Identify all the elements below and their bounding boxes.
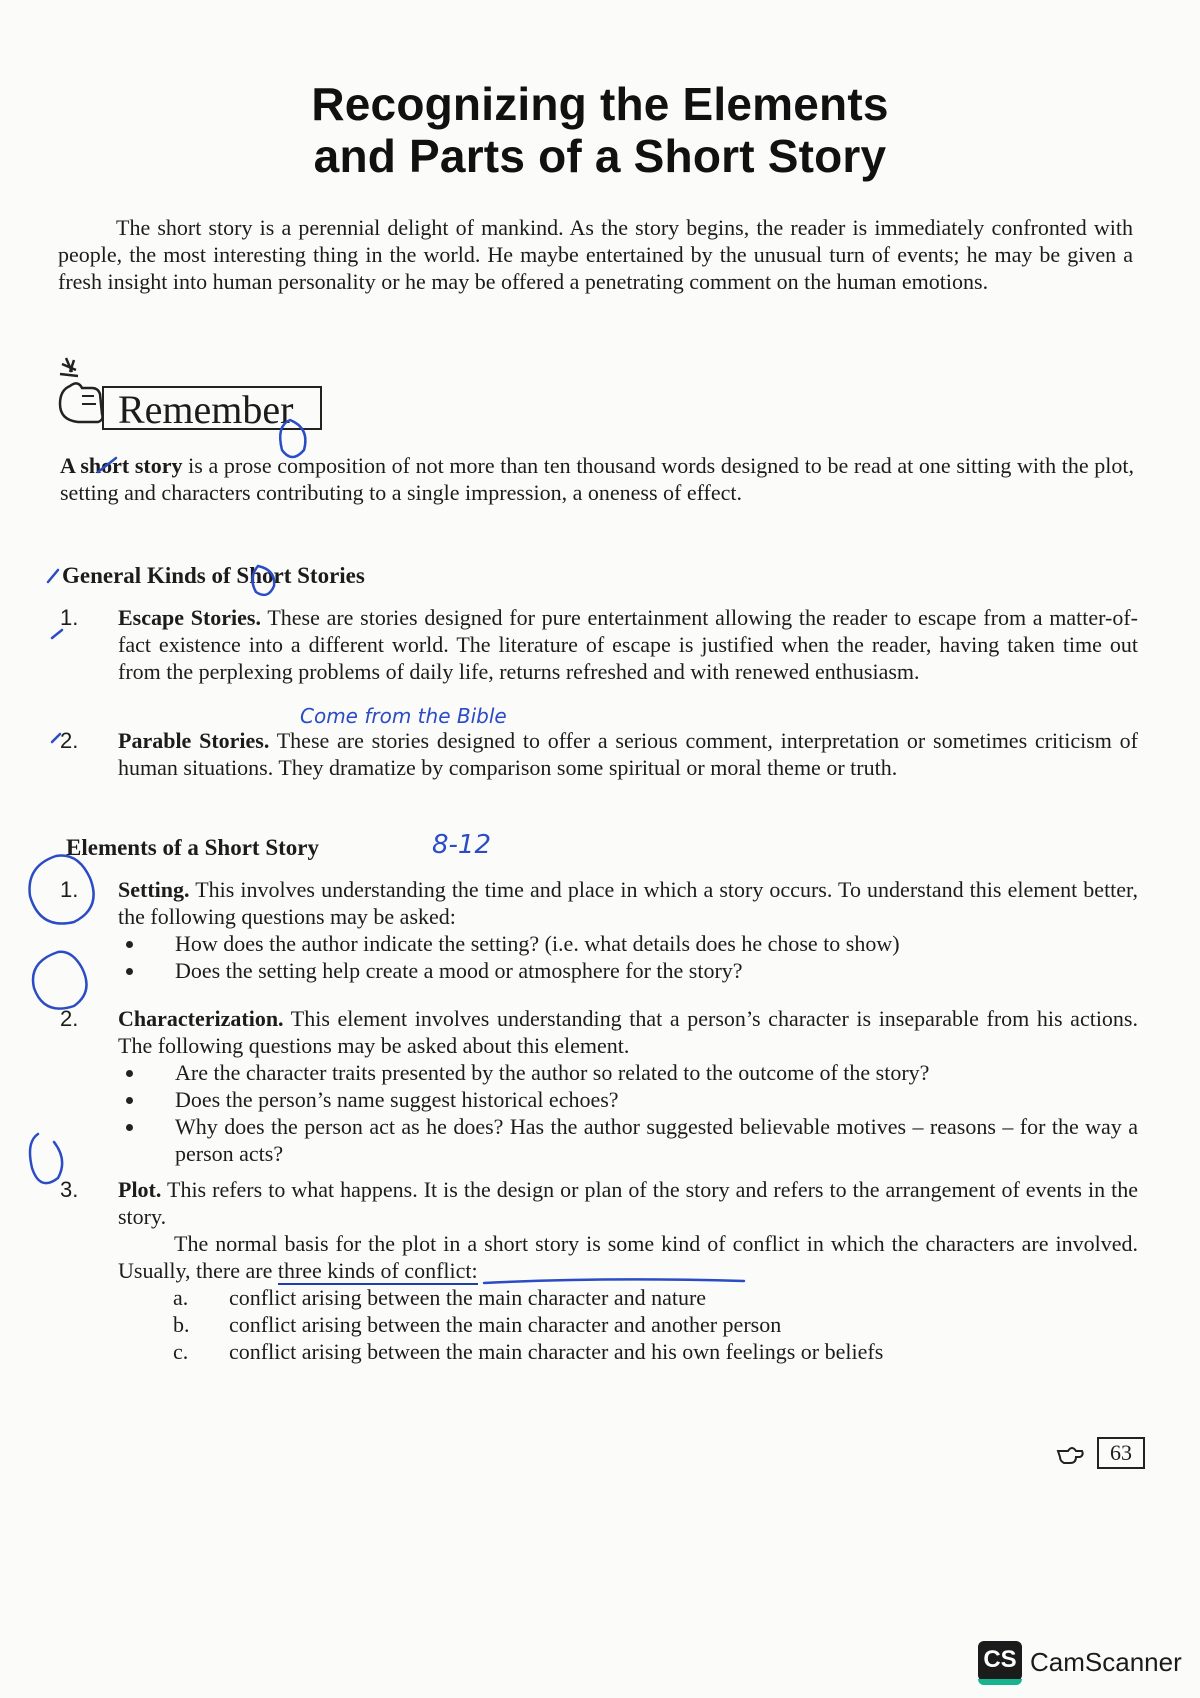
ink-circle-characterization (33, 952, 87, 1009)
kind-escape-title: Escape Stories. (118, 605, 261, 630)
definition-term: A short story (60, 453, 183, 478)
camscanner-name: CamScanner (1030, 1647, 1182, 1677)
conflict-text: conflict arising between the main character and another person (229, 1312, 782, 1337)
plot-conflict-underlined: three kinds of conflict: (277, 1258, 478, 1283)
element-plot-body: This refers to what happens. It is the design or plan of the story and refers to the arrangement of events in the story. (118, 1177, 1138, 1229)
list-item: Does the person’s name suggest historical echoes? (118, 1086, 1138, 1113)
setting-questions (118, 930, 1138, 984)
list-item (118, 1338, 1138, 1365)
conflict-text: conflict arising between the main character and his own feelings or beliefs (229, 1339, 884, 1364)
plot-conflict-paragraph (118, 1230, 1138, 1284)
kind-number: 1. (60, 605, 79, 630)
kind-escape-text (118, 604, 1138, 685)
title-line-1: Recognizing the Elements (311, 78, 889, 130)
kind-number: 2. (60, 728, 79, 753)
kind-escape-body: These are stories designed for pure entertainment allowing the reader to escape from a matter-of-fact existence into a different world. The literature of escape is justified when the reader, having taken time out from the perplexing problems of daily life, returns refreshed and with renewed enthusiasm. (118, 605, 1139, 684)
element-characterization-text (118, 1005, 1138, 1167)
list-item: Does the setting help create a mood or atmosphere for the story? (118, 957, 1138, 984)
element-number: 3. (60, 1177, 79, 1202)
ink-elements-note: 8-12 (432, 830, 492, 860)
ink-check-item2 (52, 734, 60, 742)
ink-check-item1 (52, 630, 62, 638)
kind-parable-text (118, 727, 1138, 781)
element-setting-body: This involves understanding the time and place in which a story occurs. To understand this element better, the following questions may be asked: (118, 877, 1138, 929)
elements-heading: Elements of a Short Story (66, 835, 319, 860)
element-plot-text (118, 1176, 1138, 1365)
title-line-2: and Parts of a Short Story (313, 130, 887, 182)
ink-parable-note: Come from the Bible (300, 704, 507, 728)
list-item: Are the character traits presented by the author so related to the outcome of the story? (118, 1059, 1138, 1086)
element-characterization-body: This element involves understanding that a person’s character is inseparable from his actions. The following questions may be asked about this element. (118, 1006, 1138, 1058)
intro-paragraph: The short story is a perennial delight of mankind. As the story begins, the reader is immediately confronted with people, the most interesting thing in the world. He maybe entertained by the unusual turn of events; he may be given a fresh insight into human personality or he may be offered a penetrating comment on the human emotions. (58, 215, 1133, 294)
element-number: 1. (60, 877, 79, 902)
list-item (118, 1284, 1138, 1311)
element-setting-title: Setting. (118, 877, 190, 902)
definition-text: is a prose composition of not more than ten thousand words designed to be read at one sitting with the plot, setting and characters contributing to a single impression, a oneness of effect. (60, 453, 1135, 505)
conflict-letter: b. (173, 1312, 190, 1337)
element-characterization-title: Characterization. (118, 1006, 284, 1031)
remember-box (102, 386, 322, 430)
pointing-hand-icon (1056, 1443, 1084, 1465)
plot-conflict-intro: The normal basis for the plot in a short story is some kind of conflict in which the characters are involved. Usually, there are (118, 1231, 1138, 1283)
kinds-heading: General Kinds of Short Stories (62, 563, 365, 588)
element-number: 2. (60, 1006, 79, 1031)
remember-label: Remember (118, 387, 294, 432)
kind-parable-title: Parable Stories. (118, 728, 270, 753)
camscanner-logo: CS (978, 1641, 1022, 1681)
characterization-questions (118, 1059, 1138, 1167)
definition-paragraph (60, 452, 1134, 506)
page-number: 63 (1097, 1437, 1145, 1469)
ink-circle-plot (30, 1134, 62, 1183)
conflict-letter: c. (173, 1339, 189, 1364)
list-item: Why does the person act as he does? Has the author suggested believable motives – reasons – for the way a person acts? (118, 1113, 1138, 1167)
element-setting-text (118, 876, 1138, 984)
kind-parable-body: These are stories designed to offer a serious comment, interpretation or sometimes criticism of human situations. They dramatize by comparison some spiritual or moral theme or truth. (118, 728, 1138, 780)
conflict-list (118, 1284, 1138, 1365)
conflict-text: conflict arising between the main character and nature (229, 1285, 707, 1310)
list-item (118, 1311, 1138, 1338)
list-item: How does the author indicate the setting? (i.e. what details does he chose to show) (118, 930, 1138, 957)
page-title (0, 78, 1200, 182)
element-plot-title: Plot. (118, 1177, 162, 1202)
conflict-letter: a. (173, 1285, 189, 1310)
ink-check-kinds (48, 570, 58, 582)
